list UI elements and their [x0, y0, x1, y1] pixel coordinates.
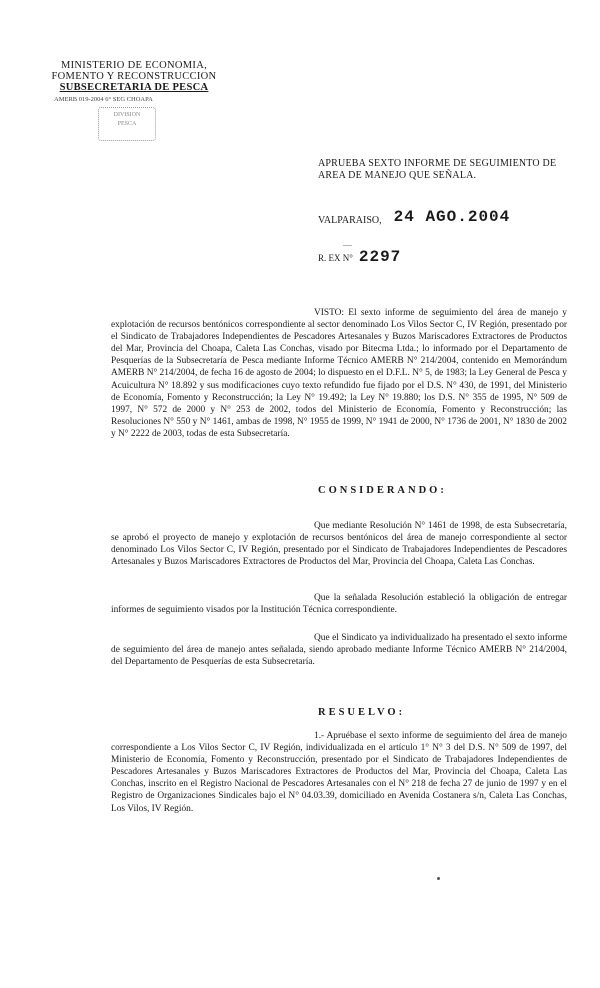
- rex-number: 2297: [358, 248, 402, 266]
- resolution-number: [318, 248, 401, 266]
- considerando-paragraph-2: Que la señalada Resolución estableció la obligación de entregar informes de seguimiento visados por la Institución Técnica correspondiente.: [111, 593, 567, 616]
- considerando-heading: CONSIDERANDO:: [318, 485, 447, 496]
- letterhead: [44, 60, 224, 105]
- scan-speck: [437, 877, 440, 880]
- considerando-paragraph-1: Que mediante Resolución N° 1461 de 1998, de esta Subsecretaría, se aprobó el proyecto de manejo y explotación de recursos bentónicos del área de manejo correspondiente al sector denominado Los Vilos Sector C, IV Región, presentado por el Sindicato de Trabajadores Independientes de Pescadores Artesanales y Buzos Mariscadores Extractores de Productos del Mar, Provincia del Choapa, Caleta Las Conchas.: [111, 521, 567, 568]
- subsecretaria-name: SUBSECRETARIA DE PESCA: [59, 82, 209, 93]
- division-stamp: [98, 107, 156, 141]
- resuelvo-item-1: 1.- Apruébase el sexto informe de seguimiento del área de manejo correspondiente a Los Vilos Sector C, IV Región, individualizada en el artículo 1° N° 3 del D.S. N° 509 de 1997, del Ministerio de Economía, Fomento y Reconstrucción, presentado por el Sindicato de Trabajadores Independientes de Pescadores Artesanales y Buzos Mariscadores Extractores de Productos del Mar, Provincia del Choapa, Caleta Las Conchas, inscrito en el Registro Nacional de Pescadores Artesanales con el N° 218 de fecha 27 de junio de 1997 y en el Registro de Organizaciones Sindicales bajo el N° 04.03.39, domiciliado en Avenida Costanera s/n, Caleta Las Conchas, Los Vilos, IV Región.: [111, 731, 567, 814]
- separator-mark: —: [343, 240, 352, 250]
- resuelvo-heading: RESUELVO:: [318, 707, 406, 718]
- visto-paragraph: VISTO: El sexto informe de seguimiento del área de manejo y explotación de recursos bentónicos correspondiente al sector denominado Los Vilos Sector C, IV Región, presentado por el Sindicato de Trabajadores Independientes de Pescadores Artesanales y Buzos Mariscadores Extractores de Productos del Mar, Provincia del Choapa, Caleta Las Conchas, visado por Bitecma Ltda.; lo informado por el Departamento de Pesquerías de la Subsecretaría de Pesca mediante Informe Técnico AMERB N° 214/2004, contenido en Memorándum AMERB N° 214/2004, de fecha 16 de agosto de 2004; lo dispuesto en el D.F.L. N° 5, de 1983; la Ley General de Pesca y Acuicultura N° 18.892 y sus modificaciones cuyo texto refundido fue fijado por el D.S. N° 430, de 1991, del Ministerio de Economía, Fomento y Reconstrucción; la Ley N° 19.492; la Ley N° 19.880; los D.S. N° 355 de 1995, N° 509 de 1997, N° 572 de 2000 y N° 253 de 2002, todos del Ministerio de Economía, Fomento y Reconstrucción; las Resoluciones N° 550 y N° 1461, ambas de 1998, N° 1955 de 1999, N° 1941 de 2000, N° 1736 de 2001, N° 1830 de 2002 y N° 2222 de 2003, todas de esta Subsecretaría.: [111, 308, 567, 439]
- considerando-paragraph-3: Que el Sindicato ya individualizado ha presentado el sexto informe de seguimiento del área de manejo antes señalada, siendo aprobado mediante Informe Técnico AMERB N° 214/2004, del Departamento de Pesquerías de esta Subsecretaría.: [111, 633, 567, 668]
- stamp-line-1: DIVISION: [113, 112, 141, 118]
- place-label: VALPARAISO,: [318, 215, 382, 226]
- place-date: [318, 208, 510, 226]
- ministry-name: MINISTERIO DE ECONOMIA,: [60, 60, 207, 71]
- stamp-line-2: PESCA: [117, 121, 137, 127]
- reference-code: AMERB 019-2004 6° SEG CHOAPA: [54, 96, 153, 103]
- date-stamp: 24 AGO.2004: [393, 208, 511, 226]
- document-title: APRUEBA SEXTO INFORME DE SEGUIMIENTO DE AREA DE MANEJO QUE SEÑALA.: [318, 158, 557, 181]
- ministry-name-cont: FOMENTO Y RECONSTRUCCION: [51, 71, 217, 82]
- rex-label: R. EX N°: [318, 253, 353, 263]
